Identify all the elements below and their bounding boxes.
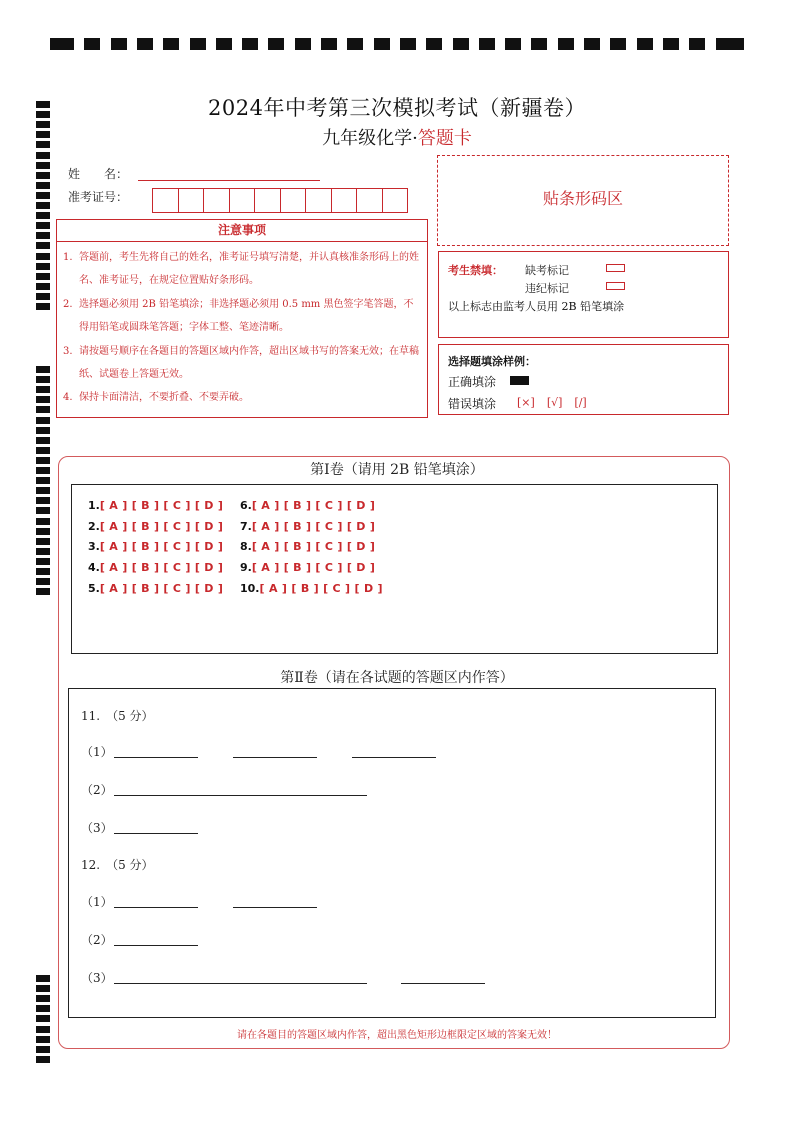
q12-part3-blank-a[interactable]: [114, 983, 367, 984]
timing-mark: [50, 38, 74, 50]
timing-mark: [426, 38, 442, 50]
timing-mark: [347, 38, 363, 50]
timing-mark: [36, 263, 50, 270]
id-digit-box[interactable]: [229, 188, 256, 213]
timing-mark: [36, 283, 50, 290]
id-digit-box[interactable]: [305, 188, 332, 213]
fill-sample-box: [438, 344, 729, 415]
timing-mark: [84, 38, 100, 50]
q11-part1-blank-a[interactable]: [114, 757, 198, 758]
wrong-fill-label: 错误填涂: [448, 397, 497, 411]
timing-mark: [36, 1046, 50, 1053]
barcode-label: 贴条形码区: [542, 189, 623, 208]
written-answer-box: [68, 688, 716, 1018]
notes-item: 3. 请按题号顺序在各题目的答题区域内作答，超出区域书写的答案无效；在草稿纸、试题卷上答题无效。: [63, 345, 419, 381]
id-digit-box[interactable]: [382, 188, 409, 213]
correct-fill-mark: [510, 376, 529, 385]
barcode-area: [437, 155, 729, 246]
id-digit-box[interactable]: [152, 188, 179, 213]
fill-sample-title: 选择题填涂样例：: [448, 355, 536, 368]
timing-mark: [36, 487, 50, 494]
absent-mark-box[interactable]: [606, 264, 625, 272]
q12-part1-label: （1）: [81, 895, 113, 909]
left-timing-marks-middle: [36, 366, 50, 601]
top-timing-marks: [50, 38, 744, 51]
timing-mark: [558, 38, 574, 50]
timing-mark: [295, 38, 311, 50]
correct-fill-label: 正确填涂: [448, 375, 497, 389]
q11-part3-label: （3）: [81, 821, 113, 835]
staff-only-note: 以上标志由监考人员用 2B 铅笔填涂: [448, 300, 625, 313]
staff-only-title: 考生禁填：: [448, 264, 503, 277]
exam-title: 2024年中考第三次模拟考试（新疆卷）: [208, 96, 586, 120]
question-12-label: 12. （5 分）: [81, 858, 154, 872]
mc-column-left: [88, 495, 223, 599]
timing-mark: [400, 38, 416, 50]
timing-mark: [36, 253, 50, 260]
q12-part2-blank[interactable]: [114, 945, 198, 946]
exam-id-boxes[interactable]: [152, 188, 407, 213]
notes-item: 4. 保持卡面清洁，不要折叠、不要弄破。: [63, 392, 249, 404]
id-digit-box[interactable]: [254, 188, 281, 213]
timing-mark: [36, 558, 50, 565]
timing-mark: [36, 538, 50, 545]
q11-part3-blank[interactable]: [114, 833, 198, 834]
q11-part2-blank[interactable]: [114, 795, 367, 796]
mc-question[interactable]: 3. [ A ] [ B ] [ C ] [ D ]: [88, 540, 224, 554]
notes-item: 1. 答题前，考生先将自己的姓名，准考证号填写清楚，并认真核准条形码上的姓名、准考证号，在规定位置贴好条形码。: [63, 252, 419, 287]
q12-part3-blank-b[interactable]: [401, 983, 485, 984]
mc-question[interactable]: 6. [ A ] [ B ] [ C ] [ D ]: [240, 498, 376, 512]
subtitle-answer-sheet: 答题卡: [417, 128, 472, 149]
timing-mark: [663, 38, 679, 50]
id-digit-box[interactable]: [356, 188, 383, 213]
multiple-choice-box: [71, 484, 718, 654]
timing-mark: [36, 447, 50, 454]
timing-mark: [36, 232, 50, 239]
timing-mark: [190, 38, 206, 50]
exam-subtitle: [0, 124, 794, 150]
left-timing-marks-bottom: [36, 975, 50, 1065]
staff-only-box: [438, 251, 729, 338]
timing-mark: [36, 202, 50, 209]
timing-mark: [36, 376, 50, 383]
mc-question[interactable]: 1. [ A ] [ B ] [ C ] [ D ]: [88, 498, 224, 512]
timing-mark: [36, 162, 50, 169]
timing-mark: [216, 38, 232, 50]
timing-mark: [36, 578, 50, 585]
mc-question[interactable]: 9. [ A ] [ B ] [ C ] [ D ]: [240, 561, 376, 575]
id-digit-box[interactable]: [178, 188, 205, 213]
absent-mark-label: 缺考标记: [525, 264, 569, 277]
timing-mark: [479, 38, 495, 50]
timing-mark: [505, 38, 521, 50]
timing-mark: [36, 242, 50, 249]
timing-mark: [374, 38, 390, 50]
notes-list: [63, 246, 423, 410]
q12-part1-blank-b[interactable]: [233, 907, 317, 908]
mc-question[interactable]: 4. [ A ] [ B ] [ C ] [ D ]: [88, 561, 224, 575]
q11-part1-blank-c[interactable]: [352, 757, 436, 758]
timing-mark: [36, 386, 50, 393]
timing-mark: [36, 396, 50, 403]
notes-box: [56, 219, 428, 418]
mc-question[interactable]: 2. [ A ] [ B ] [ C ] [ D ]: [88, 519, 224, 533]
timing-mark: [36, 1005, 50, 1012]
timing-mark: [584, 38, 600, 50]
notes-item: 2. 选择题必须用 2B 铅笔填涂；非选择题必须用 0.5 mm 黑色签字笔答题，不得用铅笔或圆珠笔答题；字体工整、笔迹清晰。: [63, 298, 414, 334]
name-label: 姓 名：: [68, 167, 129, 181]
q12-part3-label: （3）: [81, 971, 113, 985]
timing-mark: [36, 192, 50, 199]
timing-mark: [36, 995, 50, 1002]
id-digit-box[interactable]: [203, 188, 230, 213]
name-field[interactable]: [138, 180, 320, 181]
question-11-label: 11. （5 分）: [81, 709, 154, 723]
timing-mark: [36, 182, 50, 189]
timing-mark: [689, 38, 705, 50]
q12-part2-label: （2）: [81, 933, 113, 947]
timing-mark: [36, 212, 50, 219]
timing-mark: [242, 38, 258, 50]
timing-mark: [36, 427, 50, 434]
section2-title: 第Ⅱ卷（请在各试题的答题区内作答）: [280, 670, 514, 686]
timing-mark: [137, 38, 153, 50]
timing-mark: [36, 1056, 50, 1063]
q12-part1-blank-a[interactable]: [114, 907, 198, 908]
timing-mark: [36, 152, 50, 159]
timing-mark: [321, 38, 337, 50]
timing-mark: [268, 38, 284, 50]
mc-question[interactable]: 7. [ A ] [ B ] [ C ] [ D ]: [240, 519, 376, 533]
mc-question[interactable]: 8. [ A ] [ B ] [ C ] [ D ]: [240, 540, 376, 554]
subtitle-subject: 九年级化学·: [322, 128, 418, 149]
mc-column-right: [240, 495, 383, 599]
timing-mark: [36, 548, 50, 555]
notes-title: 注意事项: [57, 220, 427, 242]
timing-mark: [163, 38, 179, 50]
timing-mark: [36, 293, 50, 300]
timing-mark: [36, 406, 50, 413]
timing-mark: [36, 303, 50, 310]
timing-mark: [36, 1015, 50, 1022]
timing-mark: [531, 38, 547, 50]
timing-mark: [36, 985, 50, 992]
timing-mark: [36, 497, 50, 504]
mc-question[interactable]: 5. [ A ] [ B ] [ C ] [ D ]: [88, 582, 224, 596]
timing-mark: [36, 222, 50, 229]
timing-mark: [36, 273, 50, 280]
timing-mark: [36, 588, 50, 595]
exam-id-label: 准考证号：: [68, 190, 129, 204]
footer-warning: 请在各题目的答题区域内作答，超出黑色矩形边框限定区域的答案无效！: [237, 1030, 557, 1041]
timing-mark: [610, 38, 626, 50]
timing-mark: [720, 38, 744, 50]
timing-mark: [36, 437, 50, 444]
timing-mark: [36, 975, 50, 982]
q11-part2-label: （2）: [81, 783, 113, 797]
timing-mark: [36, 568, 50, 575]
id-digit-box[interactable]: [280, 188, 307, 213]
q11-part1-label: （1）: [81, 745, 113, 759]
timing-mark: [637, 38, 653, 50]
wrong-fill-marks: [×] [√] [/]: [517, 396, 587, 409]
violation-mark-box[interactable]: [606, 282, 625, 290]
timing-mark: [36, 366, 50, 373]
violation-mark-label: 违纪标记: [525, 282, 569, 295]
q11-part1-blank-b[interactable]: [233, 757, 317, 758]
section1-title: 第Ⅰ卷（请用 2B 铅笔填涂）: [310, 462, 484, 478]
mc-question[interactable]: 10. [ A ] [ B ] [ C ] [ D ]: [240, 582, 383, 596]
timing-mark: [36, 507, 50, 514]
timing-mark: [36, 417, 50, 424]
timing-mark: [36, 528, 50, 535]
timing-mark: [36, 172, 50, 179]
id-digit-box[interactable]: [331, 188, 358, 213]
timing-mark: [36, 518, 50, 525]
timing-mark: [453, 38, 469, 50]
timing-mark: [111, 38, 127, 50]
